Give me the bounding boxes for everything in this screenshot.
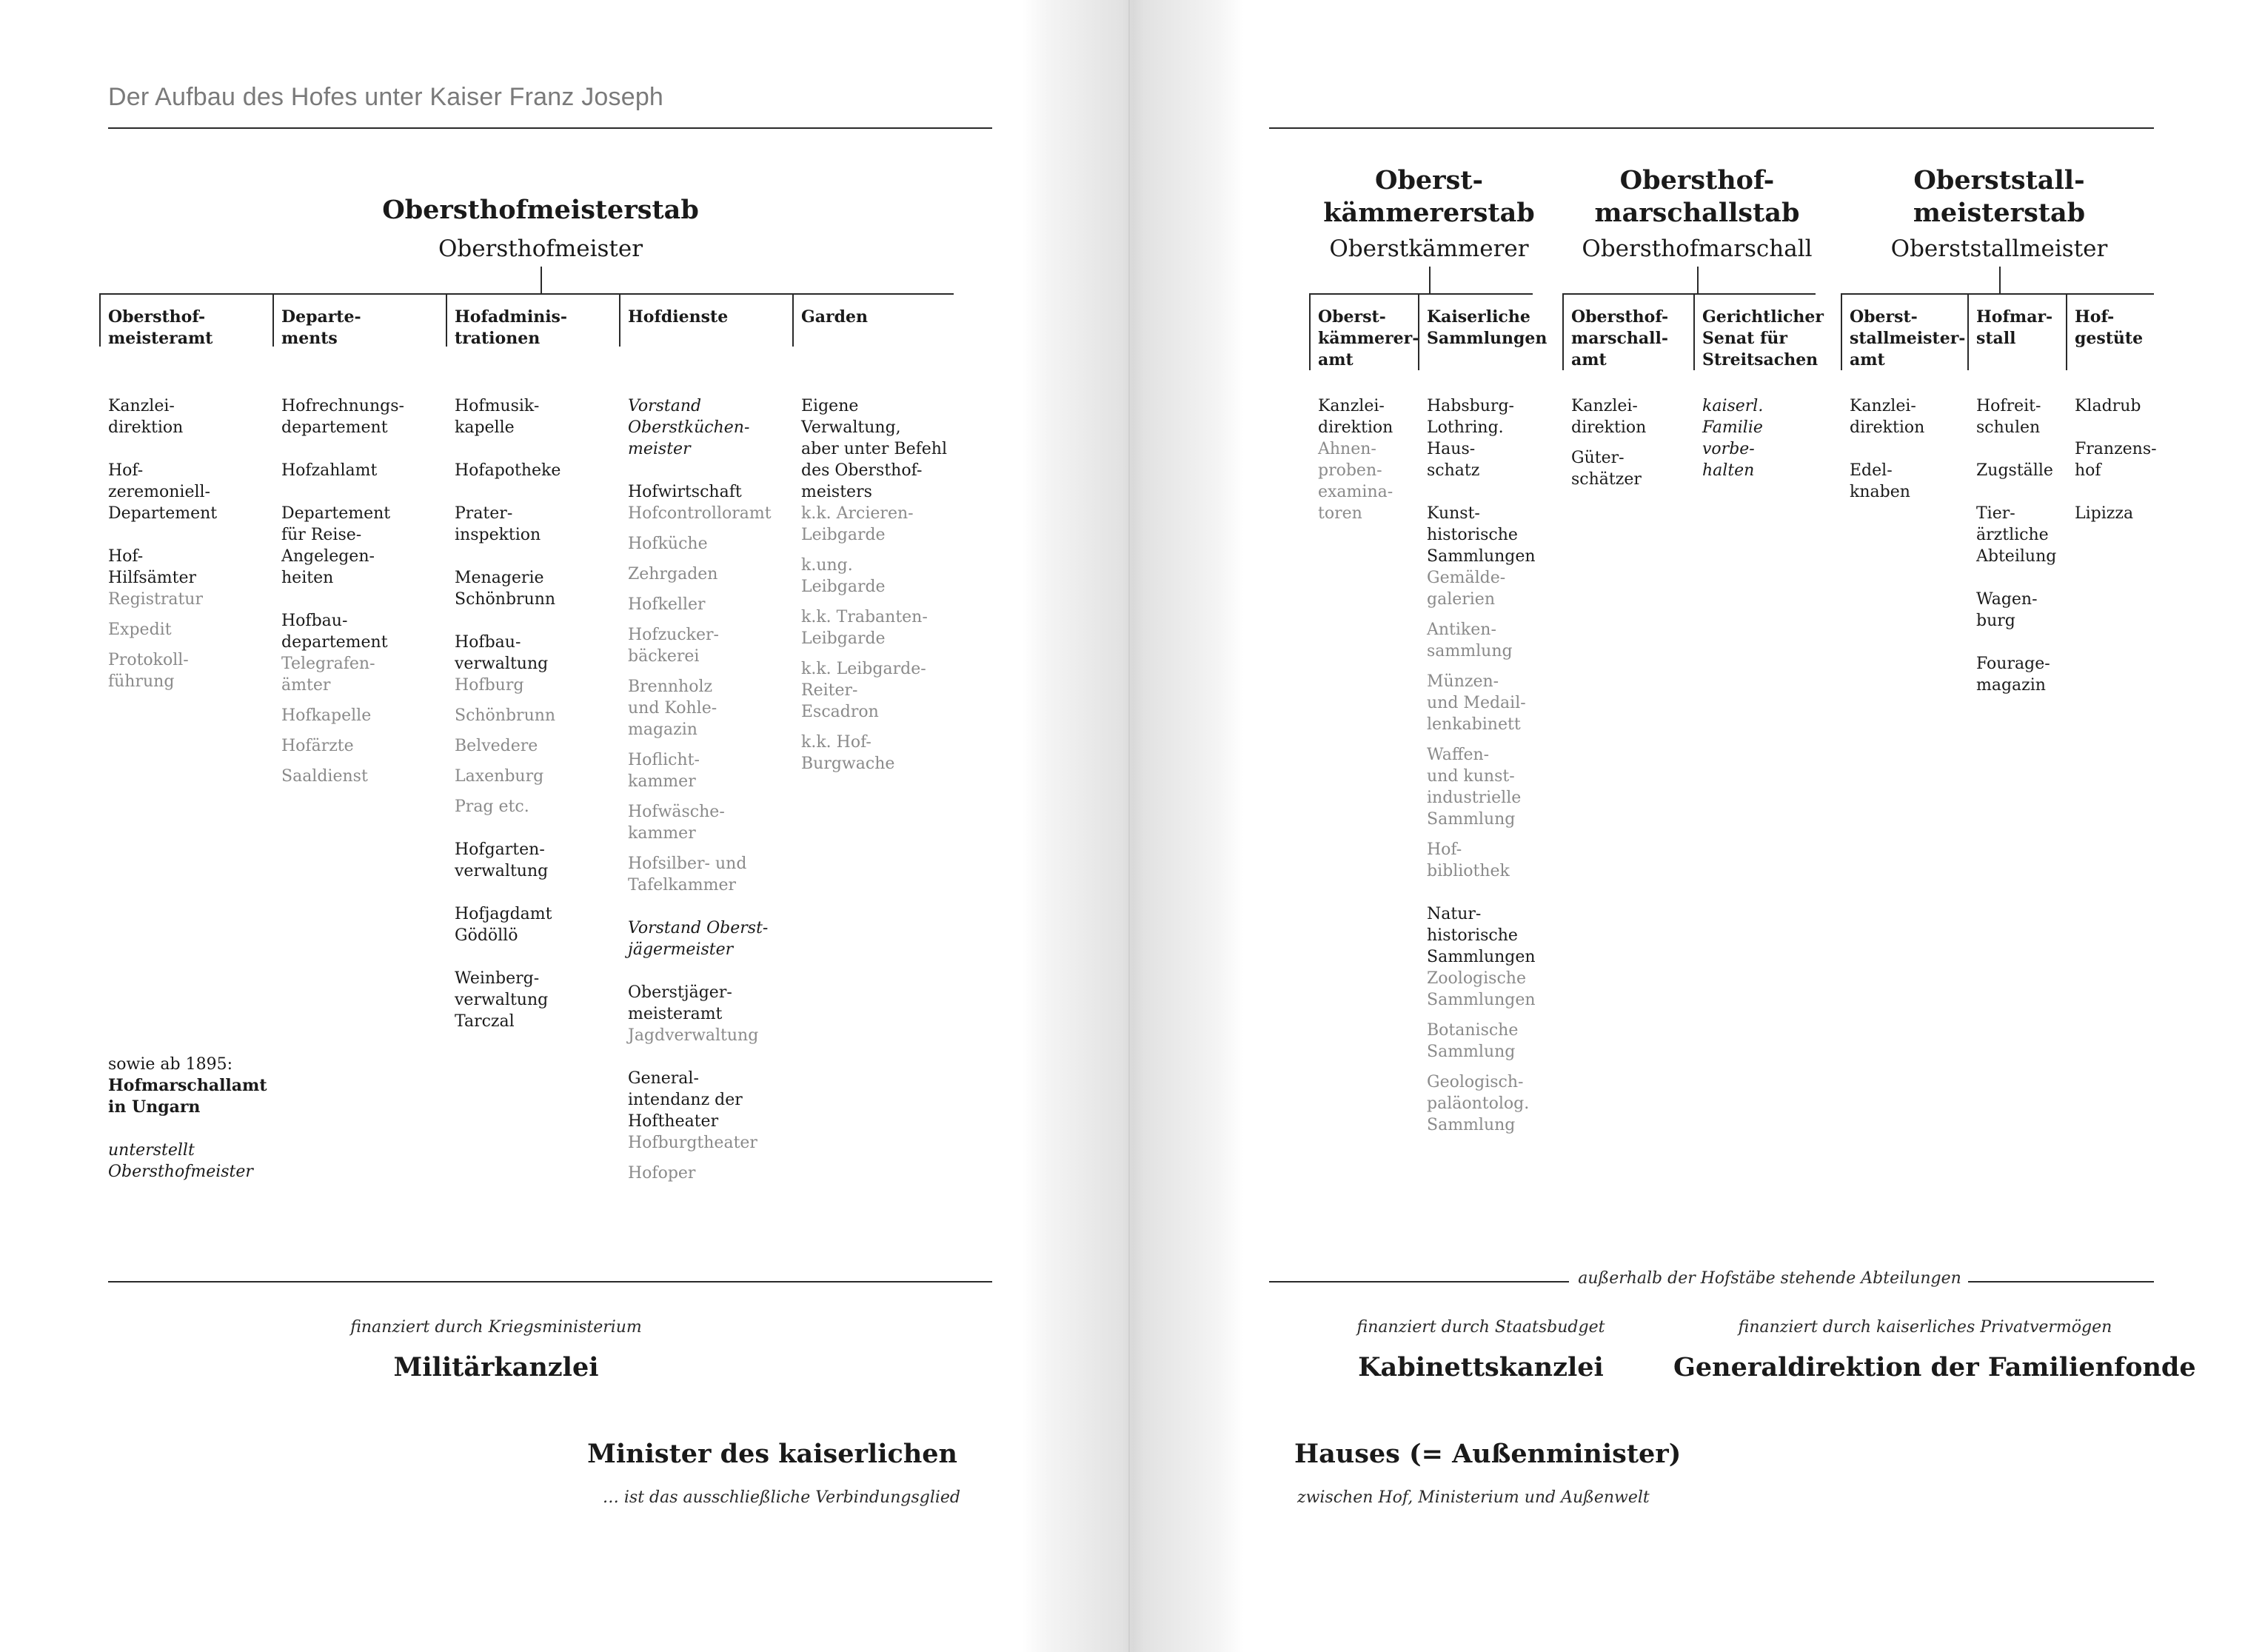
list-item: Vorstand Oberst- jägermeister: [628, 919, 769, 959]
list-item: Hofreit- schulen: [1976, 397, 2041, 437]
list-item: General- intendanz der Hoftheater: [628, 1069, 743, 1131]
head-title-obersthofmeister: Obersthofmeister: [438, 235, 643, 262]
column-header-obersthofmarschallamt: Obersthof- marschall- amt: [1571, 307, 1669, 369]
column-header-gerichtlicher-senat-fuer-streitsachen: Gerichtlicher Senat für Streitsachen: [1702, 307, 1824, 369]
column-header-kaiserliche-sammlungen: Kaiserliche Sammlungen: [1427, 307, 1548, 348]
column-connector: [1309, 293, 1311, 370]
column-connector: [1562, 293, 1564, 370]
column-connector: [272, 293, 274, 347]
list-item: Kanzlei- direktion: [1571, 397, 1647, 437]
list-item: Antiken- sammlung: [1427, 621, 1513, 661]
column-header-garden: Garden: [801, 307, 869, 327]
stab-title-obersthofmeister: Obersthofmeisterstab: [382, 195, 699, 225]
column-header-hofadministrationen: Hofadminis- trationen: [455, 307, 568, 348]
org-branch-line: [1309, 293, 1533, 295]
list-item: Kanzlei- direktion: [108, 397, 184, 437]
cabinet-title: Kabinettskanzlei: [1358, 1352, 1604, 1382]
list-item: Oberstjäger- meisteramt: [628, 983, 732, 1023]
list-item: Hofrechnungs- departement: [281, 397, 404, 437]
list-item: Zugställe: [1976, 461, 2053, 480]
list-item: Hofzucker- bäckerei: [628, 626, 719, 666]
top-rule-left: [108, 127, 992, 129]
list-item: Kanzlei- direktion: [1318, 397, 1393, 437]
link-note-right: zwischen Hof, Ministerium und Außenwelt: [1297, 1488, 1650, 1507]
list-item: Ahnen- proben- examina- toren: [1318, 440, 1393, 523]
column-connector: [99, 293, 101, 347]
column-connector: [446, 293, 447, 347]
list-item: Hofärzte: [281, 737, 354, 755]
column-header-hofmarstall: Hofmar- stall: [1976, 307, 2053, 348]
list-item: Hofburg: [455, 676, 524, 695]
column-items: [1976, 395, 2067, 696]
column-header-oberststallmeisteramt: Oberst- stallmeister- amt: [1850, 307, 1966, 369]
page-title: Der Aufbau des Hofes unter Kaiser Franz Joseph: [108, 83, 664, 111]
list-item: Hoflicht- kammer: [628, 751, 700, 791]
column-items: [628, 395, 794, 1184]
head-title-obersthofmarschall: Obersthofmarschall: [1582, 235, 1813, 262]
stab-title-obersthofmarschall: Obersthof- marschallstab: [1594, 165, 1800, 228]
column-connector: [1841, 293, 1842, 370]
list-item: Hof- zeremoniell- Departement: [108, 461, 218, 523]
hungary-note-sub: unterstellt Obersthofmeister: [108, 1141, 253, 1181]
list-item: k.k. Hof- Burgwache: [801, 733, 895, 773]
book-spine-shadow: [1022, 0, 1244, 1652]
list-item: Kanzlei- direktion: [1850, 397, 1925, 437]
minister-title-left: Minister des kaiserlichen: [587, 1439, 957, 1469]
list-item: Hofoper: [628, 1164, 696, 1183]
hungary-note-name: Hofmarschallamt in Ungarn: [108, 1076, 267, 1117]
column-items: [455, 395, 621, 1032]
column-connector: [792, 293, 794, 347]
list-item: Weinberg- verwaltung Tarczal: [455, 969, 549, 1031]
list-item: Habsburg- Lothring. Haus- schatz: [1427, 397, 1514, 480]
list-item: Expedit: [108, 621, 172, 639]
bottom-rule-right-a: [1269, 1281, 1569, 1283]
org-branch-line: [1562, 293, 1816, 295]
hungary-note-prefix: sowie ab 1895:: [108, 1055, 233, 1074]
stab-stem: [1697, 267, 1699, 293]
list-item: Zoologische Sammlungen: [1427, 969, 1536, 1009]
column-items: [1850, 395, 1968, 503]
list-item: Geologisch- paläontolog. Sammlung: [1427, 1073, 1530, 1134]
list-item: Prater- inspektion: [455, 504, 541, 544]
column-items: [108, 395, 275, 692]
column-connector: [2066, 293, 2067, 370]
list-item: Laxenburg: [455, 767, 544, 786]
list-item: Protokoll- führung: [108, 651, 189, 691]
column-items: [1318, 395, 1422, 524]
military-title: Militärkanzlei: [393, 1352, 599, 1382]
list-item: Jagdverwaltung: [628, 1026, 759, 1045]
list-item: Hofkeller: [628, 595, 706, 614]
list-item: Schönbrunn: [455, 706, 556, 725]
list-item: Botanische Sammlung: [1427, 1021, 1519, 1061]
list-item: Hofzahlamt: [281, 461, 378, 480]
list-item: Münzen- und Medail- lenkabinett: [1427, 672, 1526, 734]
stab-stem: [1999, 267, 2001, 293]
column-header-oberstkaemmereramt: Oberst- kämmerer- amt: [1318, 307, 1419, 369]
list-item: Hof- Hilfsämter: [108, 547, 197, 587]
list-item: Hofcontrolloramt: [628, 504, 772, 523]
list-item: Zehrgaden: [628, 565, 718, 583]
stab-title-oberststallmeister: Oberststall- meisterstab: [1913, 165, 2086, 228]
family-fund-title: Generaldirektion der Familienfonde: [1673, 1352, 2196, 1382]
family-fund-note: finanziert durch kaiserliches Privatvermögen: [1738, 1318, 2112, 1337]
list-item: Edel- knaben: [1850, 461, 1910, 501]
column-connector: [1418, 293, 1419, 370]
outside-departments-label: außerhalb der Hofstäbe stehende Abteilungen: [1578, 1269, 1961, 1288]
list-item: Vorstand Oberstküchen- meister: [628, 397, 750, 458]
stab-stem: [1429, 267, 1431, 293]
org-branch-line-left: [99, 293, 954, 295]
top-rule-right: [1269, 127, 2154, 129]
list-item: Kladrub: [2075, 397, 2141, 415]
list-item: Hofgarten- verwaltung: [455, 840, 549, 880]
column-items: [281, 395, 448, 787]
stab-stem: [541, 267, 542, 293]
list-item: Departement für Reise- Angelegen- heiten: [281, 504, 391, 587]
list-item: Eigene Verwaltung, aber unter Befehl des Obersthof- meisters: [801, 397, 947, 501]
list-item: Registratur: [108, 590, 203, 609]
column-connector: [1967, 293, 1969, 370]
list-item: Hofbau- verwaltung: [455, 633, 549, 673]
column-items: [801, 395, 968, 775]
list-item: Wagen- burg: [1976, 590, 2038, 630]
column-header-hofgestuete: Hof- gestüte: [2075, 307, 2144, 348]
column-header-obersthofmeisteramt: Obersthof- meisteramt: [108, 307, 213, 348]
list-item: Kunst- historische Sammlungen: [1427, 504, 1536, 566]
list-item: k.k. Trabanten- Leibgarde: [801, 608, 928, 648]
column-items: [2075, 395, 2164, 524]
head-title-oberststallmeister: Oberststallmeister: [1890, 235, 2108, 262]
list-item: Brennholz und Kohle- magazin: [628, 678, 717, 739]
bottom-rule-left: [108, 1281, 992, 1283]
list-item: Güter- schätzer: [1571, 449, 1642, 489]
hungary-note: [108, 1054, 286, 1183]
list-item: Hofwäsche- kammer: [628, 803, 725, 843]
list-item: Tier- ärztliche Abteilung: [1976, 504, 2057, 566]
stab-title-oberstkaemmerer: Oberst- kämmererstab: [1323, 165, 1535, 228]
column-connector: [1693, 293, 1695, 370]
cabinet-note: finanziert durch Staatsbudget: [1356, 1318, 1605, 1337]
list-item: Franzens- hof: [2075, 440, 2157, 480]
bottom-rule-right-b: [1968, 1281, 2154, 1283]
list-item: Telegrafen- ämter: [281, 655, 375, 695]
list-item: Menagerie Schönbrunn: [455, 569, 556, 609]
column-items: [1427, 395, 1544, 1136]
list-item: Natur- historische Sammlungen: [1427, 905, 1536, 966]
list-item: Lipizza: [2075, 504, 2134, 523]
list-item: Hofburgtheater: [628, 1134, 757, 1152]
list-item: Hofbau- departement: [281, 612, 388, 652]
link-note-left: … ist das ausschließliche Verbindungsglied: [602, 1488, 960, 1507]
column-items: [1571, 395, 1693, 490]
list-item: Hofwirtschaft: [628, 483, 742, 501]
list-item: Hofjagdamt Gödöllö: [455, 905, 552, 945]
list-item: Saaldienst: [281, 767, 368, 786]
column-items: [1702, 395, 1824, 481]
org-branch-line: [1841, 293, 2154, 295]
list-item: Prag etc.: [455, 797, 529, 816]
list-item: k.k. Leibgarde- Reiter- Escadron: [801, 660, 926, 721]
list-item: Fourage- magazin: [1976, 655, 2050, 695]
head-title-oberstkaemmerer: Oberstkämmerer: [1329, 235, 1529, 262]
list-item: Hof- bibliothek: [1427, 840, 1510, 880]
military-note: finanziert durch Kriegsministerium: [350, 1318, 642, 1337]
list-item: Hofsilber- und Tafelkammer: [628, 855, 747, 894]
column-header-hofdienste: Hofdienste: [628, 307, 729, 327]
list-item: Waffen- und kunst- industrielle Sammlung: [1427, 746, 1522, 829]
column-connector: [619, 293, 620, 347]
list-item: kaiserl. Familie vorbe- halten: [1702, 397, 1764, 480]
list-item: k.ung. Leibgarde: [801, 556, 886, 596]
list-item: k.k. Arcieren- Leibgarde: [801, 504, 914, 544]
minister-title-right: Hauses (= Außenminister): [1294, 1439, 1682, 1469]
list-item: Hofapotheke: [455, 461, 561, 480]
list-item: Gemälde- galerien: [1427, 569, 1506, 609]
list-item: Belvedere: [455, 737, 538, 755]
list-item: Hofküche: [628, 535, 708, 553]
list-item: Hofmusik- kapelle: [455, 397, 540, 437]
book-gutter-line: [1128, 0, 1130, 1652]
list-item: Hofkapelle: [281, 706, 372, 725]
column-header-departements: Departe- ments: [281, 307, 361, 348]
